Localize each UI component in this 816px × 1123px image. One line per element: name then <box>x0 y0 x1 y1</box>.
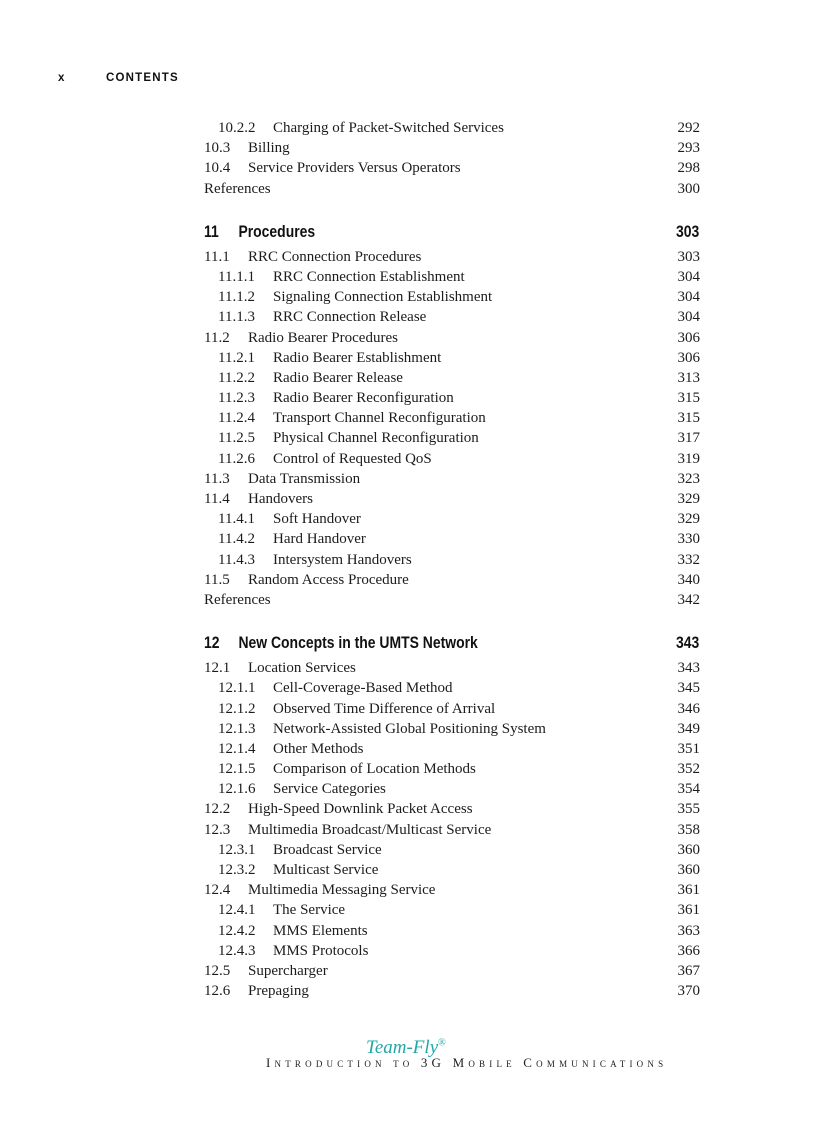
entry-title: Radio Bearer Release <box>273 369 403 386</box>
toc-entry[interactable] <box>204 509 700 529</box>
entry-title: High-Speed Downlink Packet Access <box>248 801 473 818</box>
entry-title: Soft Handover <box>273 511 361 528</box>
registered-mark: ® <box>438 1037 446 1049</box>
entry-number: 12.1.2 <box>218 700 256 717</box>
entry-title: Random Access Procedure <box>248 571 409 588</box>
toc-entry[interactable] <box>204 699 700 719</box>
entry-page-number: 354 <box>677 781 700 798</box>
toc-entry[interactable] <box>204 388 700 408</box>
entry-number: 10.3 <box>204 140 231 157</box>
entry-page-number: 349 <box>677 720 700 737</box>
entry-page-number: 360 <box>677 841 700 858</box>
entry-number: 11.4.3 <box>218 551 255 568</box>
entry-page-number: 329 <box>677 511 700 528</box>
entry-page-number: 343 <box>677 660 700 677</box>
entry-title: Intersystem Handovers <box>273 551 412 568</box>
entry-number: 12.1.6 <box>218 781 256 798</box>
entry-title: Observed Time Difference of Arrival <box>273 700 496 717</box>
toc-entry[interactable] <box>204 287 700 307</box>
team-fly-logo-text: Team-Fly <box>366 1037 439 1058</box>
entry-page-number: 293 <box>677 140 700 157</box>
toc-entry[interactable] <box>204 860 700 880</box>
entry-page-number: 300 <box>677 180 700 197</box>
entry-title: RRC Connection Release <box>273 309 427 326</box>
entry-title: MMS Elements <box>273 922 368 939</box>
entry-number: 11.2.6 <box>218 450 255 467</box>
entry-title: MMS Protocols <box>273 942 369 959</box>
entry-page-number: 315 <box>677 410 700 427</box>
entry-page-number: 361 <box>677 902 700 919</box>
toc-entry[interactable] <box>204 118 700 138</box>
toc-entry[interactable] <box>204 961 700 981</box>
chapter-heading-wrapper <box>204 630 700 656</box>
entry-title: Transport Channel Reconfiguration <box>273 410 486 427</box>
toc-entry[interactable] <box>204 779 700 799</box>
entry-title: Location Services <box>248 660 356 677</box>
running-title: CONTENTS <box>106 72 179 84</box>
page-number: x <box>58 72 66 84</box>
toc-entry[interactable] <box>204 550 700 570</box>
toc-entry[interactable] <box>204 158 700 178</box>
entry-page-number: 319 <box>677 450 700 467</box>
entry-page-number: 351 <box>677 740 700 757</box>
entry-number: 12.3.1 <box>218 841 256 858</box>
entry-title: Other Methods <box>273 740 364 757</box>
entry-page-number: 352 <box>677 761 700 778</box>
entry-number: 11.5 <box>204 571 230 588</box>
toc-entry[interactable] <box>204 981 700 1001</box>
entry-title: Comparison of Location Methods <box>273 761 476 778</box>
entry-number: 11.1.1 <box>218 268 255 285</box>
entry-title: Service Categories <box>273 781 386 798</box>
entry-page-number: 317 <box>677 430 700 447</box>
entry-number: 11.1 <box>204 248 230 265</box>
entry-page-number: 315 <box>677 390 700 407</box>
entry-page-number: 306 <box>677 349 700 366</box>
entry-number: 12.1 <box>204 660 231 677</box>
entry-page-number: 323 <box>677 470 700 487</box>
references-entry[interactable] <box>204 179 700 199</box>
toc-entry[interactable] <box>204 469 700 489</box>
toc-entry[interactable] <box>204 408 700 428</box>
toc-entry[interactable] <box>204 307 700 327</box>
entry-title: Radio Bearer Establishment <box>273 349 442 366</box>
toc-entry[interactable] <box>204 348 700 368</box>
toc-entry[interactable] <box>204 739 700 759</box>
toc-entry[interactable] <box>204 247 700 267</box>
entry-number: 12.4.2 <box>218 922 256 939</box>
entry-page-number: 346 <box>677 700 700 717</box>
entry-number: 12.3 <box>204 821 231 838</box>
entry-page-number: 361 <box>677 882 700 899</box>
entry-number: 10.2.2 <box>218 120 256 136</box>
entry-title: Charging of Packet-Switched Services <box>273 120 504 136</box>
entry-title: Control of Requested QoS <box>273 450 432 467</box>
entry-page-number: 303 <box>677 248 700 265</box>
entry-title: Billing <box>248 140 290 157</box>
entry-page-number: 304 <box>677 289 700 306</box>
entry-number: 12.4.1 <box>218 902 256 919</box>
toc-entry[interactable] <box>204 759 700 779</box>
entry-page-number: 329 <box>677 491 700 507</box>
entry-title: Prepaging <box>248 983 309 1000</box>
entry-title: Service Providers Versus Operators <box>248 160 461 177</box>
chapter-page-number: 303 <box>676 221 700 241</box>
entry-title: Network-Assisted Global Positioning System <box>273 720 546 737</box>
toc-entry[interactable] <box>204 138 700 158</box>
toc-entry[interactable] <box>204 368 700 388</box>
entry-title: Cell-Coverage-Based Method <box>273 680 453 697</box>
toc-entry[interactable] <box>204 267 700 287</box>
entry-page-number: 345 <box>677 680 700 697</box>
entry-number: 11.2.1 <box>218 349 255 366</box>
references-entry[interactable] <box>204 590 700 610</box>
chapter-title: New Concepts in the UMTS Network <box>238 633 478 653</box>
entry-number: 12.1.1 <box>218 680 256 697</box>
entry-number: 11.2 <box>204 329 230 346</box>
entry-number: 11.4.1 <box>218 511 255 528</box>
entry-number: 10.4 <box>204 160 231 177</box>
entry-number: 11.2.2 <box>218 369 255 386</box>
entry-title: Handovers <box>248 491 313 507</box>
toc-entry[interactable] <box>204 820 700 840</box>
book-title: Introduction to 3G Mobile Communications <box>266 1055 668 1070</box>
entry-number: 12.1.3 <box>218 720 256 737</box>
entry-page-number: 367 <box>677 962 700 979</box>
toc-entry[interactable] <box>204 719 700 739</box>
entry-title: References <box>204 591 271 608</box>
toc-entry[interactable] <box>204 840 700 860</box>
entry-title: Multimedia Messaging Service <box>248 882 436 899</box>
toc-entry[interactable] <box>204 900 700 920</box>
entry-page-number: 304 <box>677 268 700 285</box>
entry-title: Data Transmission <box>248 470 361 487</box>
entry-page-number: 332 <box>677 551 700 568</box>
entry-page-number: 360 <box>677 862 700 878</box>
entry-title: References <box>204 180 271 197</box>
entry-page-number: 330 <box>677 531 700 548</box>
entry-title: Signaling Connection Establishment <box>273 289 493 306</box>
toc-entry[interactable] <box>204 799 700 819</box>
chapter-heading[interactable] <box>204 630 699 656</box>
entry-number: 12.1.5 <box>218 761 256 778</box>
entry-title: Multicast Service <box>273 862 379 878</box>
entry-number: 11.4 <box>204 491 230 507</box>
entry-number: 11.2.3 <box>218 390 255 407</box>
toc-entry[interactable] <box>204 921 700 941</box>
entry-number: 12.6 <box>204 983 231 1000</box>
entry-title: Supercharger <box>248 962 328 979</box>
entry-number: 11.1.2 <box>218 289 255 306</box>
entry-page-number: 340 <box>677 571 700 588</box>
chapter-heading[interactable] <box>204 219 699 245</box>
toc-entry[interactable] <box>204 570 700 590</box>
entry-page-number: 298 <box>677 160 700 177</box>
entry-number: 12.5 <box>204 962 231 979</box>
entry-title: Physical Channel Reconfiguration <box>273 430 479 447</box>
toc-entry[interactable] <box>204 678 700 698</box>
toc-entry[interactable] <box>204 489 700 509</box>
entry-title: Broadcast Service <box>273 841 382 858</box>
chapter-page-number: 343 <box>676 633 700 653</box>
chapter-title: Procedures <box>238 221 316 241</box>
toc-entry[interactable] <box>204 880 700 900</box>
entry-number: 12.1.4 <box>218 740 256 757</box>
entry-title: Hard Handover <box>273 531 366 548</box>
entry-page-number: 358 <box>677 821 700 838</box>
entry-page-number: 292 <box>677 120 700 136</box>
entry-number: 12.3.2 <box>218 862 256 878</box>
entry-page-number: 342 <box>677 591 700 608</box>
entry-page-number: 370 <box>677 983 700 1000</box>
toc-entry[interactable] <box>204 428 700 448</box>
table-of-contents <box>204 118 700 1001</box>
entry-title: The Service <box>273 902 346 919</box>
entry-number: 11.3 <box>204 470 230 487</box>
toc-entry[interactable] <box>204 328 700 348</box>
entry-title: RRC Connection Procedures <box>248 248 422 265</box>
entry-page-number: 363 <box>677 922 700 939</box>
entry-page-number: 355 <box>677 801 700 818</box>
toc-entry[interactable] <box>204 449 700 469</box>
entry-page-number: 304 <box>677 309 700 326</box>
toc-entry[interactable] <box>204 941 700 961</box>
entry-page-number: 313 <box>677 369 700 386</box>
entry-number: 11.2.5 <box>218 430 255 447</box>
entry-number: 12.4.3 <box>218 942 256 959</box>
chapter-heading-wrapper <box>204 219 700 245</box>
chapter-number: 11 <box>204 221 219 241</box>
toc-entry[interactable] <box>204 658 700 678</box>
entry-page-number: 366 <box>677 942 700 959</box>
entry-title: Radio Bearer Procedures <box>248 329 398 346</box>
running-header <box>58 72 179 84</box>
entry-number: 11.2.4 <box>218 410 255 427</box>
entry-title: Multimedia Broadcast/Multicast Service <box>248 821 492 838</box>
toc-entry[interactable] <box>204 529 700 549</box>
chapter-number: 12 <box>204 633 220 653</box>
entry-number: 11.1.3 <box>218 309 255 326</box>
entry-number: 12.2 <box>204 801 231 818</box>
entry-number: 11.4.2 <box>218 531 255 548</box>
entry-title: RRC Connection Establishment <box>273 268 465 285</box>
entry-page-number: 306 <box>677 329 700 346</box>
entry-title: Radio Bearer Reconfiguration <box>273 390 454 407</box>
entry-number: 12.4 <box>204 882 231 899</box>
